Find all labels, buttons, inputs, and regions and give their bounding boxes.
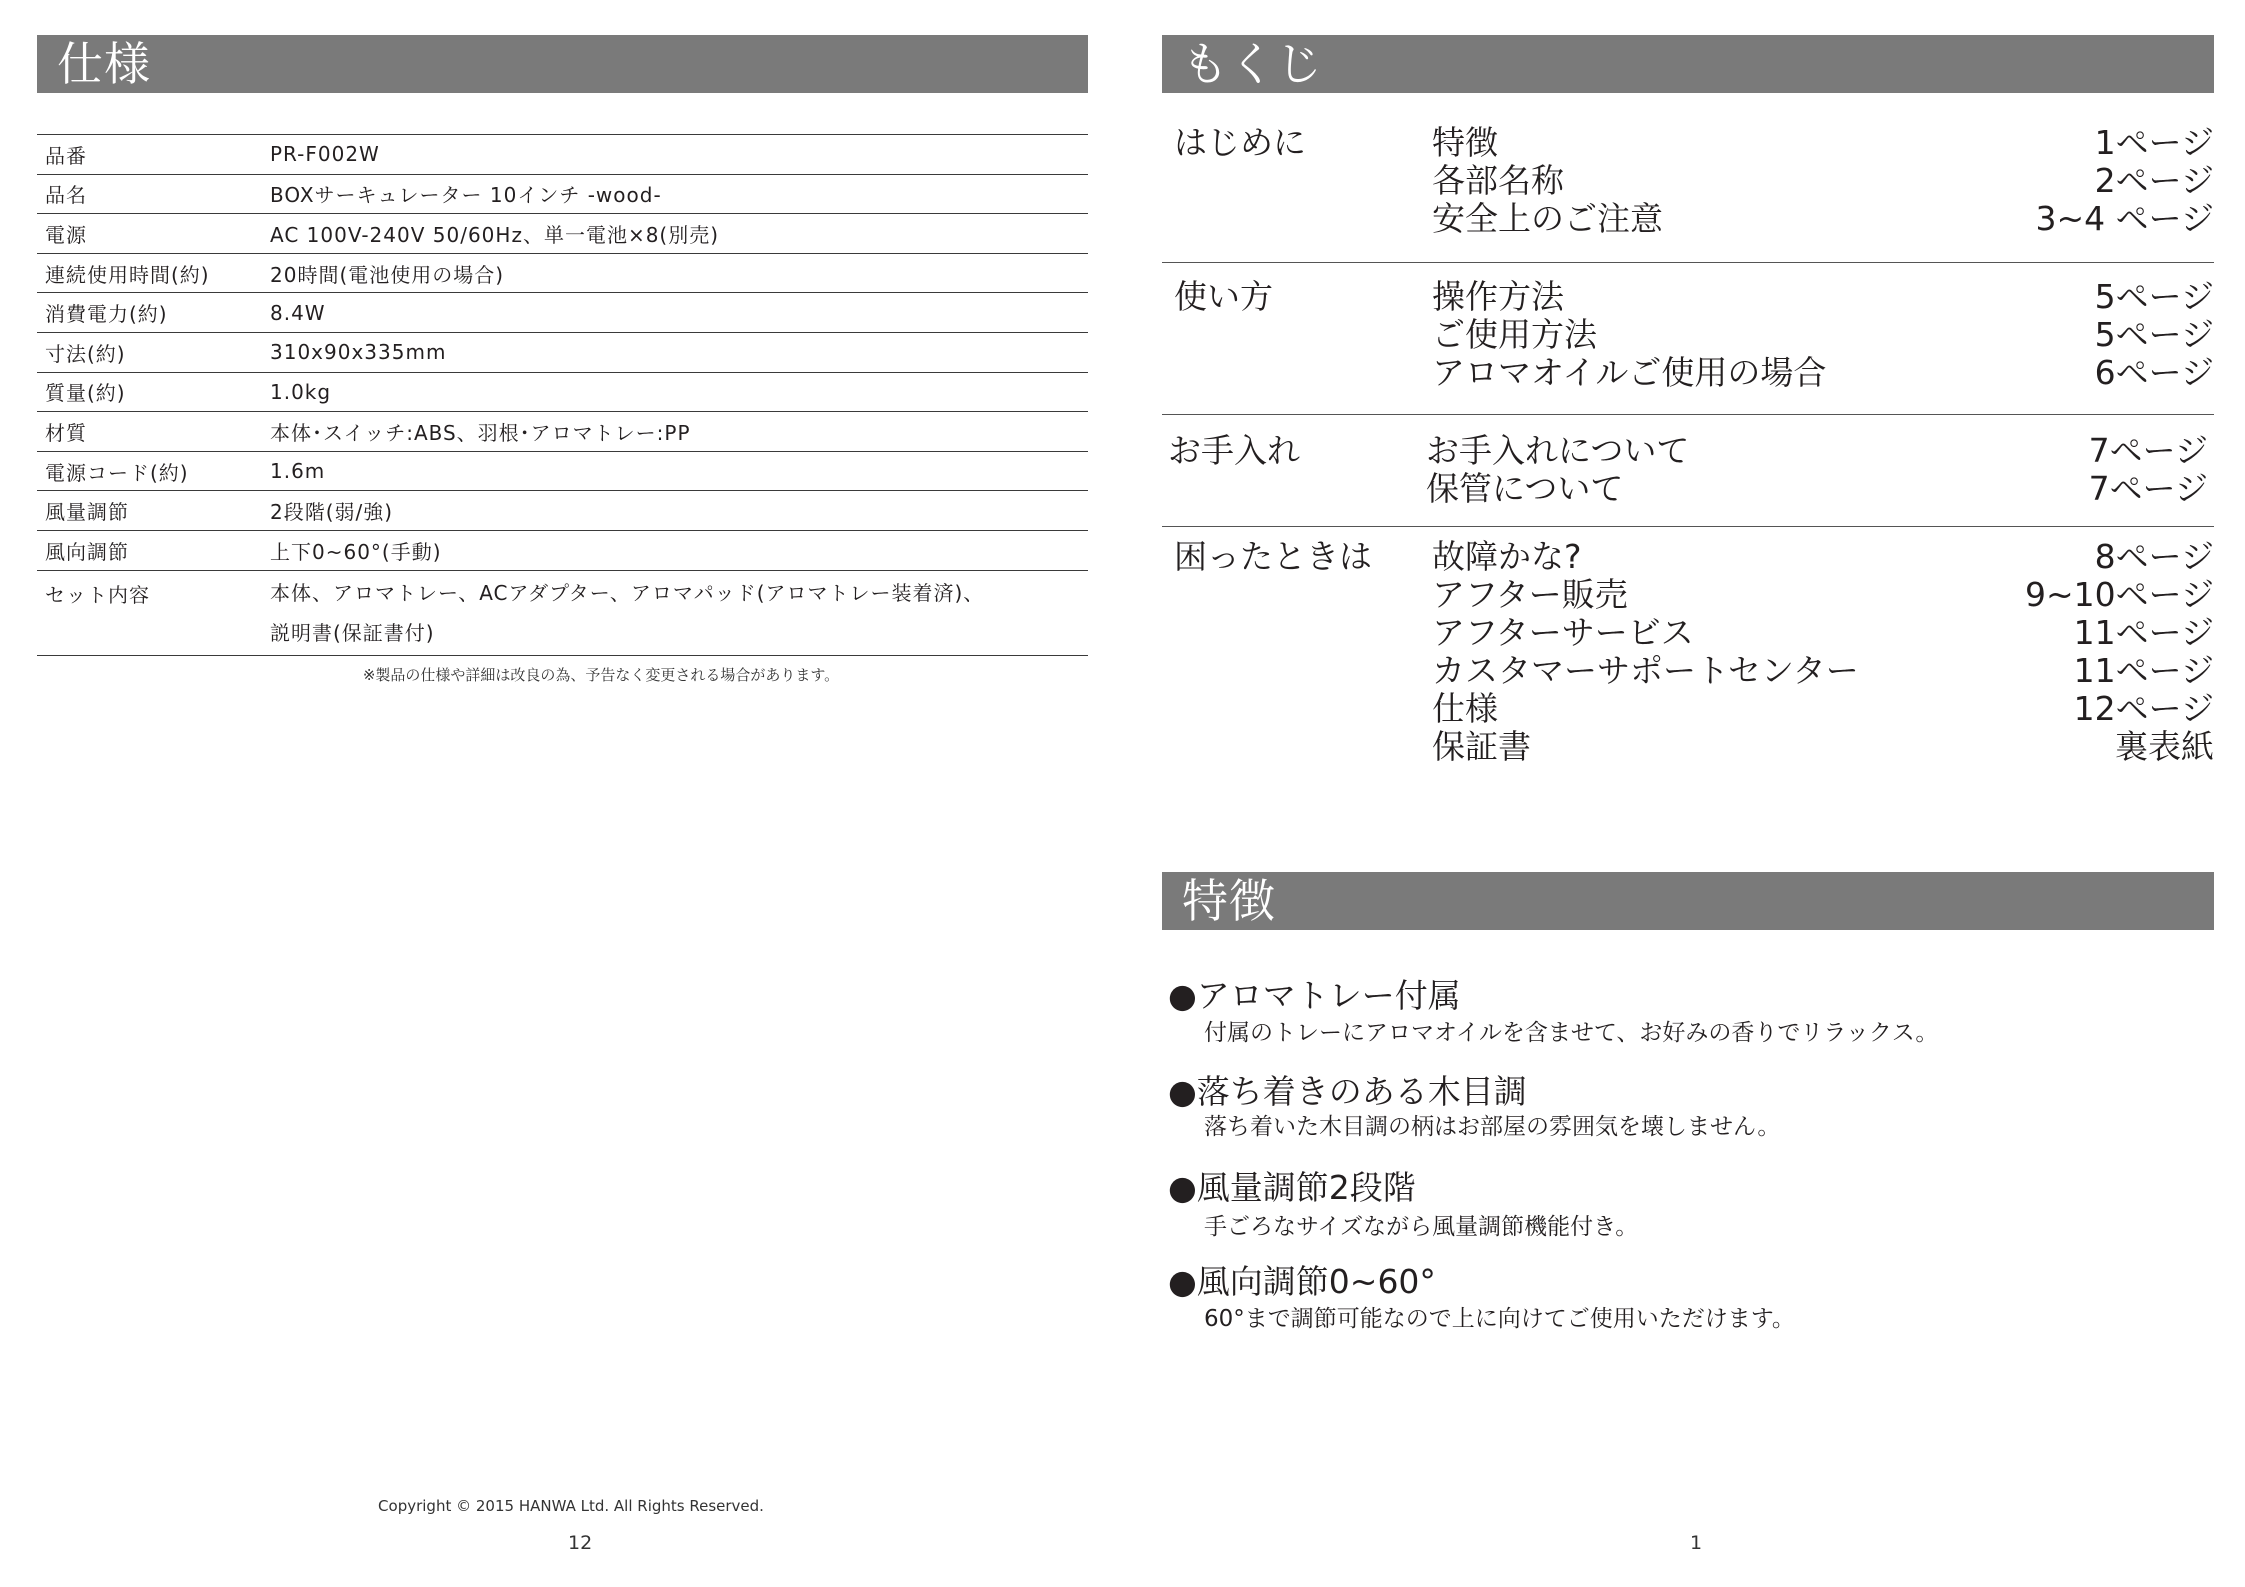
feature-description: 付属のトレーにアロマオイルを含ませて、お好みの香りでリラックス。 (1204, 1020, 1939, 1046)
toc-category: お手入れ (1168, 431, 1300, 470)
spec-disclaimer: ※製品の仕様や詳細は改良の為、予告なく変更される場合があります。 (362, 666, 840, 684)
spec-value: 1.0kg (262, 372, 1088, 412)
spec-value (262, 570, 1088, 655)
spec-row (37, 451, 1088, 491)
toc-item[interactable] (1162, 432, 2214, 470)
toc-item-page: 裏表紙 (2115, 727, 2214, 766)
toc-divider (1162, 262, 2214, 263)
spec-row (37, 491, 1088, 531)
spec-label: 寸法(約) (37, 332, 262, 372)
toc-item-title: カスタマーサポートセンター (1432, 651, 1859, 690)
toc-item-page: 7ページ (2088, 469, 2208, 508)
spec-value: 1.6m (262, 451, 1088, 491)
right-page (1122, 0, 2244, 1587)
spec-row (37, 412, 1088, 452)
spec-table (37, 134, 1088, 656)
spec-value: 20時間(電池使用の場合) (262, 253, 1088, 293)
toc-item-page: 2ページ (2094, 161, 2214, 200)
toc-section-header: もくじ (1162, 35, 2214, 93)
toc-item[interactable] (1162, 316, 2214, 354)
toc-item-title: アフターサービス (1432, 613, 1694, 652)
toc-item-title: 安全上のご注意 (1432, 199, 1663, 238)
page-number-left: 12 (568, 1532, 593, 1554)
feature-description: 60°まで調節可能なので上に向けてご使用いただけます。 (1204, 1306, 1795, 1332)
spec-label: 風向調節 (37, 530, 262, 570)
toc-group (1162, 432, 2214, 512)
toc-item-title: ご使用方法 (1432, 315, 1597, 354)
feature-title: ●アロマトレー付属 (1168, 976, 1461, 1015)
toc-category: 困ったときは (1174, 537, 1372, 576)
toc-item[interactable] (1162, 576, 2214, 614)
toc-item[interactable] (1162, 278, 2214, 316)
features-section-header: 特徴 (1162, 872, 2214, 930)
spec-value: AC 100V-240V 50/60Hz、単一電池×8(別売) (262, 214, 1088, 254)
toc-item[interactable] (1162, 124, 2214, 162)
toc-item-title: 故障かな? (1432, 537, 1582, 576)
toc-category: はじめに (1174, 123, 1306, 162)
toc-item-page: 1ページ (2094, 123, 2214, 162)
spec-label: 電源コード(約) (37, 451, 262, 491)
spec-row (37, 174, 1088, 214)
toc-item-title: 仕様 (1432, 689, 1498, 728)
spec-value: 8.4W (262, 293, 1088, 333)
spec-value-line: 説明書(保証書付) (270, 620, 435, 645)
feature-description: 落ち着いた木目調の柄はお部屋の雰囲気を壊しません。 (1204, 1114, 1781, 1140)
toc-item-title: アロマオイルご使用の場合 (1432, 353, 1827, 392)
toc-item[interactable] (1162, 652, 2214, 690)
toc-item[interactable] (1162, 162, 2214, 200)
spec-label: 風量調節 (37, 491, 262, 531)
toc-category: 使い方 (1174, 277, 1273, 316)
spec-label: 材質 (37, 412, 262, 452)
spec-label: 質量(約) (37, 372, 262, 412)
feature-description: 手ごろなサイズながら風量調節機能付き。 (1204, 1214, 1639, 1240)
toc-item[interactable] (1162, 538, 2214, 576)
toc-item-page: 5ページ (2094, 315, 2214, 354)
toc-item-page: 8ページ (2094, 537, 2214, 576)
toc-item-title: 各部名称 (1432, 161, 1564, 200)
spec-value-line: 本体、アロマトレー、ACアダプター、アロマパッド(アロマトレー装着済)、 (270, 580, 985, 605)
left-page (0, 0, 1122, 1587)
spec-value: PR-F002W (262, 135, 1088, 175)
toc-group (1162, 124, 2214, 264)
spec-section-header: 仕様 (37, 35, 1088, 93)
spec-row (37, 530, 1088, 570)
spec-row (37, 214, 1088, 254)
spec-value: 上下0~60°(手動) (262, 530, 1088, 570)
toc-item[interactable] (1162, 354, 2214, 392)
toc-item-page: 12ページ (2073, 689, 2214, 728)
spec-row (37, 293, 1088, 333)
toc-item-title: 特徴 (1432, 123, 1498, 162)
toc-item-page: 9~10ページ (2025, 575, 2214, 614)
toc-item[interactable] (1162, 200, 2214, 238)
toc-item-page: 6ページ (2094, 353, 2214, 392)
spec-label: 連続使用時間(約) (37, 253, 262, 293)
spec-label: 品名 (37, 174, 262, 214)
spec-row (37, 372, 1088, 412)
spec-label: 消費電力(約) (37, 293, 262, 333)
page-number-right: 1 (1690, 1532, 1703, 1554)
toc-divider (1162, 414, 2214, 415)
spec-label: 品番 (37, 135, 262, 175)
spec-row (37, 253, 1088, 293)
spec-value: BOXサーキュレーター 10インチ -wood- (262, 174, 1088, 214)
toc-item-page: 3~4 ページ (2035, 199, 2214, 238)
toc-item-title: 保管について (1426, 469, 1624, 508)
spec-row (37, 135, 1088, 175)
spec-value: 2段階(弱/強) (262, 491, 1088, 531)
toc-group (1162, 538, 2214, 778)
spec-label: 電源 (37, 214, 262, 254)
feature-title: ●風向調節0~60° (1168, 1262, 1436, 1301)
toc-item-title: 操作方法 (1432, 277, 1564, 316)
feature-title: ●落ち着きのある木目調 (1168, 1072, 1527, 1111)
toc-item-page: 7ページ (2088, 431, 2208, 470)
spec-value: 310x90x335mm (262, 332, 1088, 372)
spec-row (37, 332, 1088, 372)
toc-item-title: お手入れについて (1426, 431, 1690, 470)
toc-item[interactable] (1162, 470, 2214, 508)
spec-value: 本体･スイッチ:ABS、羽根･アロマトレー:PP (262, 412, 1088, 452)
toc-item[interactable] (1162, 690, 2214, 728)
feature-title: ●風量調節2段階 (1168, 1168, 1416, 1207)
toc-item-page: 11ページ (2073, 651, 2214, 690)
spec-row (37, 570, 1088, 655)
toc-divider (1162, 526, 2214, 527)
toc-group (1162, 278, 2214, 398)
toc-item-title: アフター販売 (1432, 575, 1628, 614)
copyright: Copyright © 2015 HANWA Ltd. All Rights Reserved. (378, 1497, 764, 1515)
toc-item[interactable] (1162, 728, 2214, 766)
spec-label: セット内容 (37, 570, 262, 655)
toc-item[interactable] (1162, 614, 2214, 652)
toc-item-title: 保証書 (1432, 727, 1531, 766)
toc-item-page: 5ページ (2094, 277, 2214, 316)
toc-item-page: 11ページ (2073, 613, 2214, 652)
